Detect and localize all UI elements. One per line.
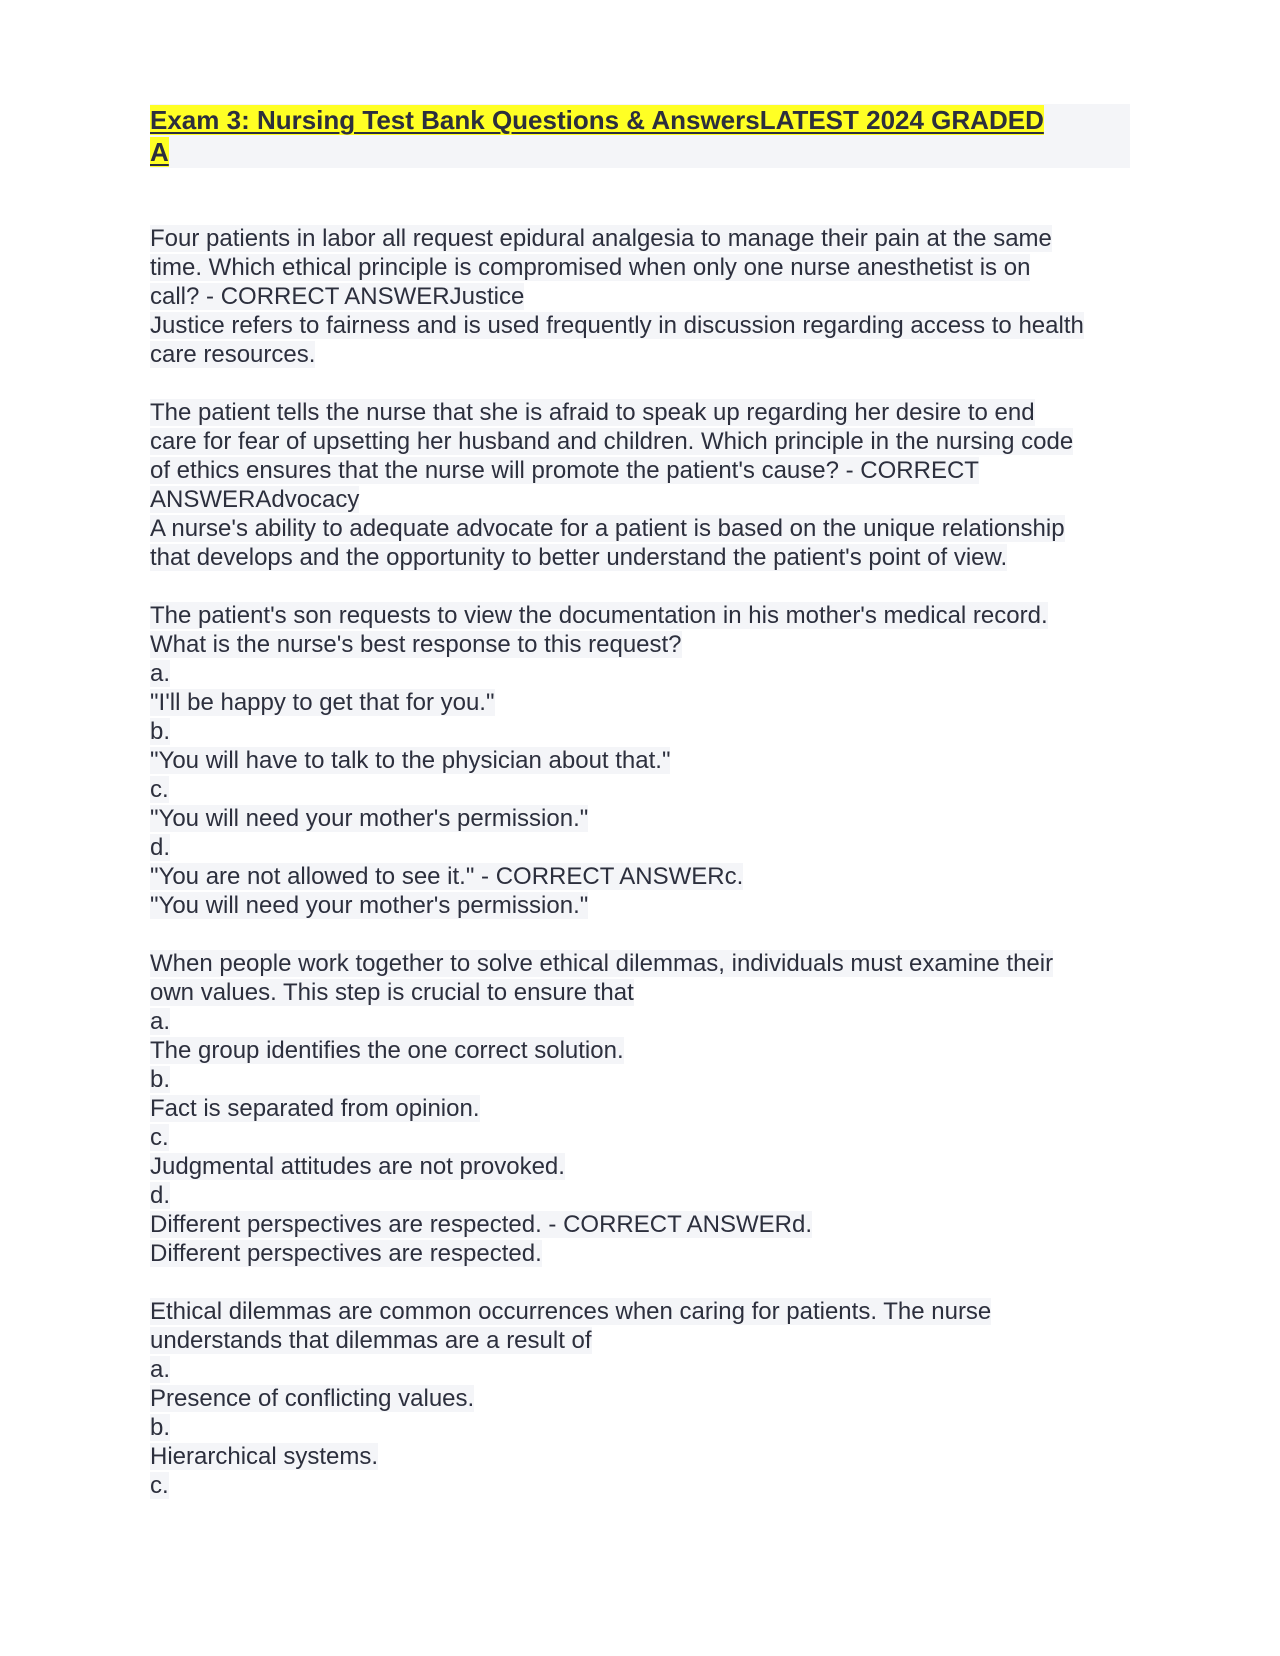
text-line-content: a. bbox=[150, 1008, 171, 1035]
text-line bbox=[150, 862, 1130, 891]
text-line-content: Four patients in labor all request epidural analgesia to manage their pain at the same bbox=[150, 225, 1052, 252]
paragraph-gap bbox=[150, 1268, 1130, 1297]
text-line-content: "You will need your mother's permission." bbox=[150, 805, 589, 832]
text-line bbox=[150, 1442, 1130, 1471]
text-line bbox=[150, 978, 1130, 1007]
text-line bbox=[150, 775, 1130, 804]
question-block bbox=[150, 224, 1130, 369]
text-line bbox=[150, 659, 1130, 688]
title-block bbox=[150, 104, 1130, 168]
text-line bbox=[150, 311, 1130, 340]
text-line-content: own values. This step is crucial to ensure that bbox=[150, 979, 634, 1006]
text-line-content: "You will need your mother's permission." bbox=[150, 892, 589, 919]
title-line-2: A bbox=[150, 137, 169, 167]
text-line-content: call? - CORRECT ANSWERJustice bbox=[150, 283, 525, 310]
text-line bbox=[150, 253, 1130, 282]
text-line-content: Judgmental attitudes are not provoked. bbox=[150, 1153, 565, 1180]
text-line-content: b. bbox=[150, 1066, 171, 1093]
text-line-content: care resources. bbox=[150, 341, 316, 368]
text-line bbox=[150, 1384, 1130, 1413]
text-line-content: The group identifies the one correct solution. bbox=[150, 1037, 624, 1064]
text-line bbox=[150, 1152, 1130, 1181]
text-line-content: What is the nurse's best response to this request? bbox=[150, 631, 682, 658]
text-line-content: The patient tells the nurse that she is afraid to speak up regarding her desire to end bbox=[150, 399, 1035, 426]
text-line-content: A nurse's ability to adequate advocate for a patient is based on the unique relationship bbox=[150, 515, 1065, 542]
question-block bbox=[150, 949, 1130, 1268]
text-line-content: Fact is separated from opinion. bbox=[150, 1095, 480, 1122]
text-line-content: "I'll be happy to get that for you." bbox=[150, 689, 495, 716]
document-page bbox=[150, 104, 1130, 1500]
text-line bbox=[150, 630, 1130, 659]
text-line bbox=[150, 340, 1130, 369]
text-line bbox=[150, 1210, 1130, 1239]
text-line bbox=[150, 224, 1130, 253]
text-line bbox=[150, 688, 1130, 717]
text-line-content: Justice refers to fairness and is used frequently in discussion regarding access to health bbox=[150, 312, 1084, 339]
text-line-content: The patient's son requests to view the documentation in his mother's medical record. bbox=[150, 602, 1048, 629]
text-line bbox=[150, 804, 1130, 833]
text-line bbox=[150, 1036, 1130, 1065]
text-line bbox=[150, 1123, 1130, 1152]
text-line bbox=[150, 543, 1130, 572]
text-line bbox=[150, 891, 1130, 920]
question-list bbox=[150, 224, 1130, 1500]
text-line bbox=[150, 833, 1130, 862]
text-line-content: b. bbox=[150, 1414, 171, 1441]
text-line-content: "You will have to talk to the physician about that." bbox=[150, 747, 671, 774]
text-line bbox=[150, 485, 1130, 514]
text-line bbox=[150, 1355, 1130, 1384]
text-line-content: time. Which ethical principle is compromised when only one nurse anesthetist is on bbox=[150, 254, 1031, 281]
text-line-content: Hierarchical systems. bbox=[150, 1443, 379, 1470]
text-line-content: c. bbox=[150, 1472, 169, 1499]
text-line-content: a. bbox=[150, 1356, 171, 1383]
text-line-content: d. bbox=[150, 1182, 171, 1209]
text-line bbox=[150, 949, 1130, 978]
text-line bbox=[150, 398, 1130, 427]
text-line-content: understands that dilemmas are a result of bbox=[150, 1327, 592, 1354]
text-line bbox=[150, 427, 1130, 456]
text-line-content: c. bbox=[150, 776, 169, 803]
text-line-content: care for fear of upsetting her husband and children. Which principle in the nursing code bbox=[150, 428, 1074, 455]
question-block bbox=[150, 1297, 1130, 1500]
text-line-content: "You are not allowed to see it." - CORRECT ANSWERc. bbox=[150, 863, 744, 890]
text-line bbox=[150, 514, 1130, 543]
title-line-1: Exam 3: Nursing Test Bank Questions & AnswersLATEST 2024 GRADED bbox=[150, 105, 1044, 135]
text-line bbox=[150, 717, 1130, 746]
paragraph-gap bbox=[150, 572, 1130, 601]
document-title bbox=[150, 104, 1130, 168]
text-line bbox=[150, 1326, 1130, 1355]
text-line bbox=[150, 456, 1130, 485]
text-line-content: that develops and the opportunity to better understand the patient's point of view. bbox=[150, 544, 1008, 571]
question-block bbox=[150, 398, 1130, 572]
text-line bbox=[150, 601, 1130, 630]
text-line-content: b. bbox=[150, 718, 171, 745]
text-line-content: Different perspectives are respected. - CORRECT ANSWERd. bbox=[150, 1211, 813, 1238]
paragraph-gap bbox=[150, 920, 1130, 949]
question-block bbox=[150, 601, 1130, 920]
text-line-content: When people work together to solve ethical dilemmas, individuals must examine their bbox=[150, 950, 1054, 977]
text-line-content: c. bbox=[150, 1124, 169, 1151]
text-line-content: d. bbox=[150, 834, 171, 861]
text-line-content: ANSWERAdvocacy bbox=[150, 486, 360, 513]
text-line bbox=[150, 1094, 1130, 1123]
text-line-content: of ethics ensures that the nurse will promote the patient's cause? - CORRECT bbox=[150, 457, 979, 484]
text-line bbox=[150, 1471, 1130, 1500]
text-line bbox=[150, 1065, 1130, 1094]
text-line bbox=[150, 746, 1130, 775]
text-line-content: Presence of conflicting values. bbox=[150, 1385, 475, 1412]
text-line-content: Ethical dilemmas are common occurrences when caring for patients. The nurse bbox=[150, 1298, 992, 1325]
text-line bbox=[150, 1181, 1130, 1210]
text-line-content: Different perspectives are respected. bbox=[150, 1240, 542, 1267]
text-line bbox=[150, 1297, 1130, 1326]
text-line bbox=[150, 1007, 1130, 1036]
text-line bbox=[150, 1239, 1130, 1268]
paragraph-gap bbox=[150, 369, 1130, 398]
text-line bbox=[150, 1413, 1130, 1442]
text-line bbox=[150, 282, 1130, 311]
text-line-content: a. bbox=[150, 660, 171, 687]
